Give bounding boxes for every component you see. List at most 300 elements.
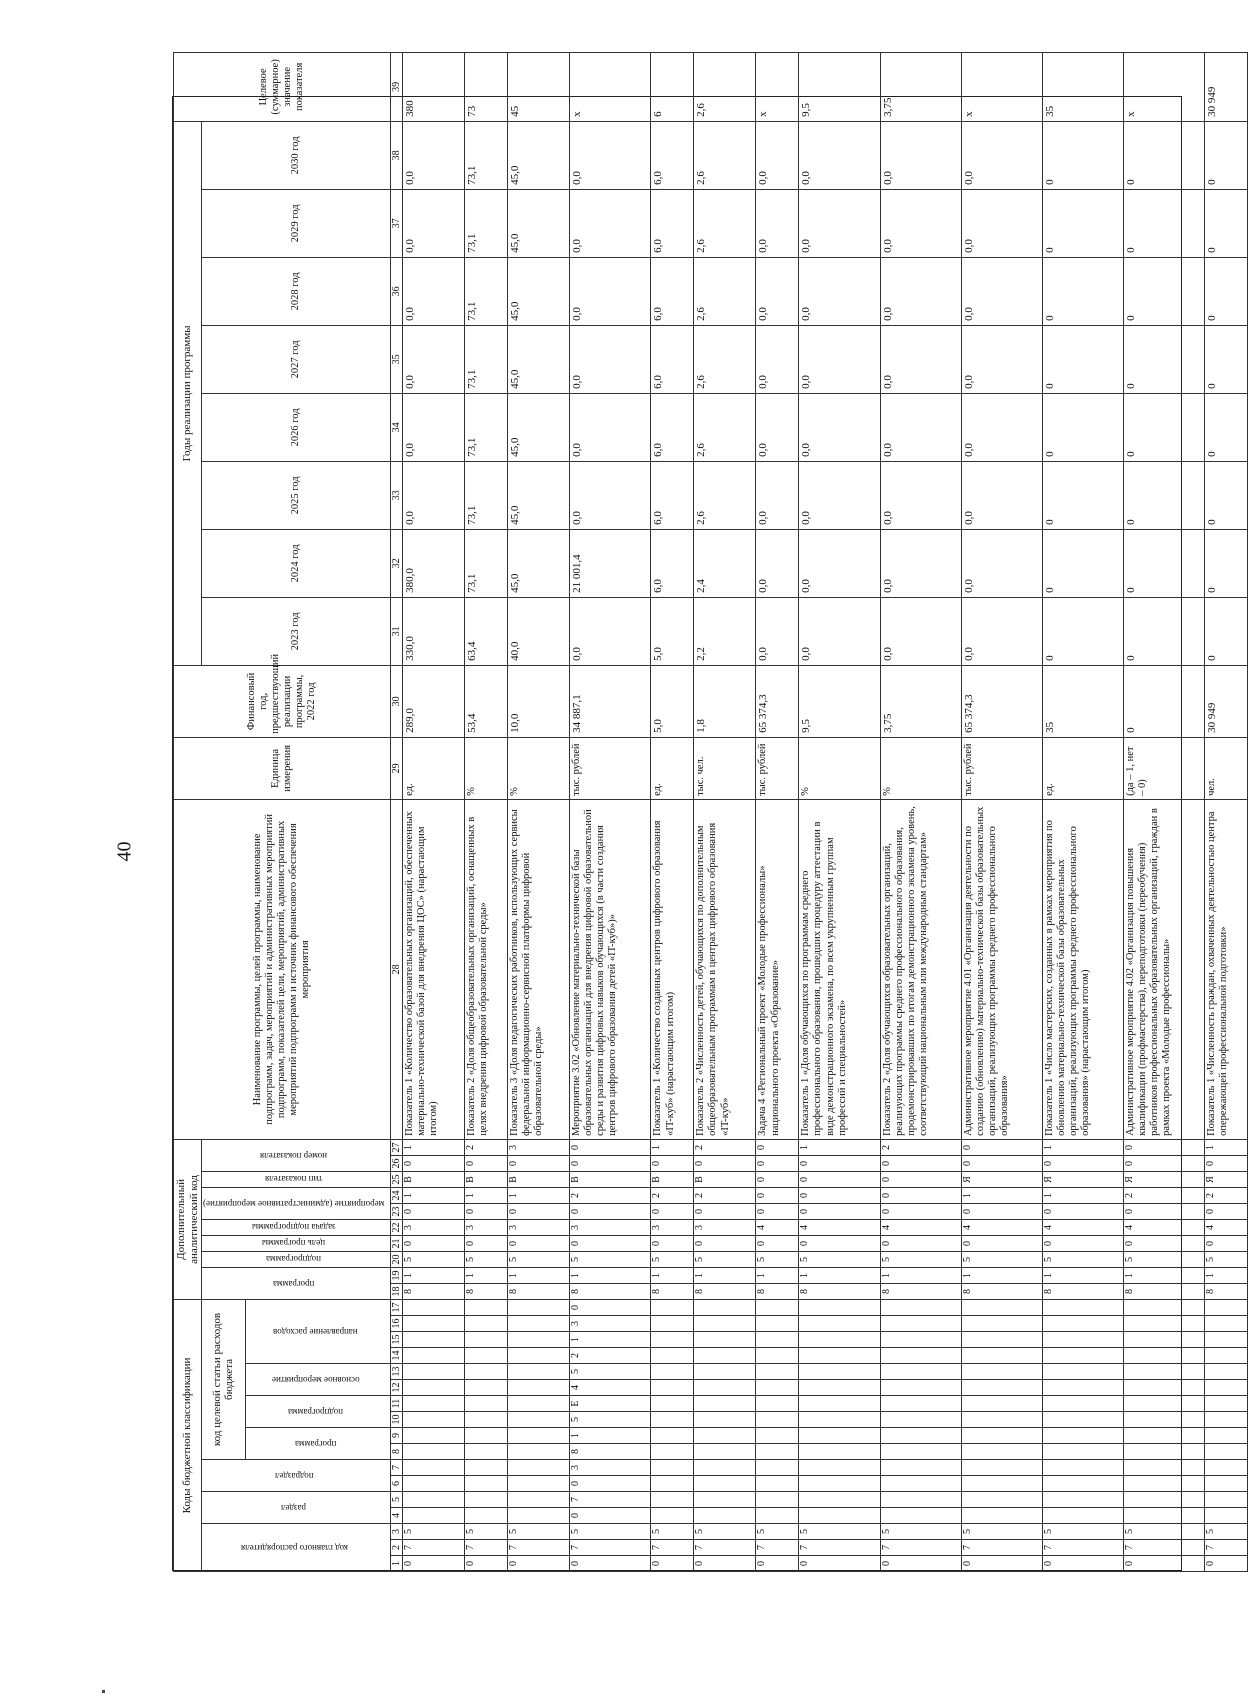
row-name: Административное мероприятие 4.01 «Организация деятельности по созданию (обновлению) материально-технической базы образовательных организаций, реализующих программы среднего профессионального образования» — [961, 799, 1042, 1139]
code-cell: 0 — [651, 1556, 694, 1572]
code-cell: 0 — [570, 1508, 651, 1524]
code-cell: 8 — [570, 1283, 651, 1299]
code-cell: 2 — [694, 1139, 756, 1155]
code-cell — [1042, 1316, 1123, 1332]
column-number: 34 — [390, 393, 403, 461]
row-fin-year-value: 10,0 — [508, 665, 570, 737]
code-cell — [508, 1332, 570, 1348]
header-ac-goal-text: цель программы — [262, 1237, 326, 1248]
column-number: 28 — [390, 799, 403, 1139]
row-year-value: 0,0 — [961, 121, 1042, 189]
column-number: 15 — [390, 1332, 403, 1348]
row-year-value: 0 — [1205, 461, 1248, 529]
code-cell — [961, 1299, 1042, 1315]
code-cell — [403, 1316, 465, 1332]
code-cell: 0 — [694, 1556, 756, 1572]
code-cell — [465, 1460, 508, 1476]
code-cell — [1205, 1460, 1248, 1476]
code-cell: 1 — [651, 1139, 694, 1155]
row-year-value: 0,0 — [961, 189, 1042, 257]
code-cell: 2 — [880, 1139, 961, 1155]
code-cell — [465, 1412, 508, 1428]
code-cell — [1205, 1396, 1248, 1412]
code-cell — [961, 1396, 1042, 1412]
code-cell: Я — [1205, 1171, 1248, 1187]
table-row — [508, 52, 570, 1571]
column-number: 38 — [390, 121, 403, 189]
row-year-value: 6,0 — [651, 529, 694, 597]
table-row — [403, 52, 465, 1571]
row-year-value: 0,0 — [570, 121, 651, 189]
code-cell: 1 — [508, 1267, 570, 1283]
row-unit: чел. — [1205, 737, 1248, 799]
code-cell — [961, 1412, 1042, 1428]
code-cell — [1042, 1428, 1123, 1444]
row-fin-year-value: 53,4 — [465, 665, 508, 737]
code-cell — [508, 1348, 570, 1364]
code-cell — [694, 1299, 756, 1315]
row-year-value: 45,0 — [508, 393, 570, 461]
row-name: Показатель 1 «Количество образовательных организаций, обеспеченных материально-технической базой для внедрения ЦОС» (нарастающим итогом) — [403, 799, 465, 1139]
header-name: Наименование программы, целей программы, наименование подпрограмм, задач, мероприятий и административных мероприятий подпрограмм, показателей цели, мероприятий, административных мероприятий подпрограмм и источник финансового обеспечения мероприятия — [174, 799, 391, 1139]
row-year-value: 2,6 — [694, 325, 756, 393]
row-year-value: 0,0 — [880, 529, 961, 597]
header-ac-indicator-text: номер показателя — [260, 1150, 328, 1161]
column-number: 11 — [390, 1396, 403, 1412]
row-year-value: 21 001,4 — [570, 529, 651, 597]
code-cell — [1042, 1396, 1123, 1412]
code-cell — [508, 1460, 570, 1476]
code-cell: 4 — [961, 1219, 1042, 1235]
column-number: 31 — [390, 597, 403, 665]
table-row — [651, 52, 694, 1571]
row-year-value: 73,1 — [465, 325, 508, 393]
table-body — [403, 52, 1248, 1571]
row-year-value: 2,6 — [694, 393, 756, 461]
code-cell: 5 — [1042, 1524, 1123, 1540]
header-section-text: раздел — [281, 1502, 307, 1513]
row-year-value: 0,0 — [570, 461, 651, 529]
row-year-value: 330,0 — [403, 597, 465, 665]
column-number: 7 — [390, 1460, 403, 1476]
program-table-frame — [172, 59, 1230, 1571]
column-number: 24 — [390, 1187, 403, 1203]
code-cell: Я — [961, 1171, 1042, 1187]
row-year-value: 6,0 — [651, 257, 694, 325]
code-cell — [799, 1492, 880, 1508]
code-cell: 0 — [880, 1235, 961, 1251]
code-cell — [694, 1428, 756, 1444]
code-cell: 3 — [570, 1316, 651, 1332]
code-cell: 5 — [756, 1251, 799, 1267]
code-cell — [880, 1460, 961, 1476]
code-cell — [1042, 1492, 1123, 1508]
code-cell — [799, 1348, 880, 1364]
row-unit: % — [880, 737, 961, 799]
row-year-value: 0 — [1042, 257, 1123, 325]
code-cell — [961, 1428, 1042, 1444]
code-cell: 1 — [465, 1267, 508, 1283]
row-unit: ед. — [1042, 737, 1123, 799]
header-main-event — [245, 1364, 390, 1396]
code-cell: 0 — [403, 1556, 465, 1572]
row-year-value: 2,6 — [694, 121, 756, 189]
column-number: 4 — [390, 1508, 403, 1524]
row-year-value: 0,0 — [403, 461, 465, 529]
code-cell: 8 — [961, 1283, 1042, 1299]
code-cell — [961, 1492, 1042, 1508]
code-cell: 4 — [570, 1380, 651, 1396]
code-cell — [961, 1476, 1042, 1492]
code-cell — [961, 1316, 1042, 1332]
column-number: 16 — [390, 1316, 403, 1332]
rotated-table-container — [173, 59, 1230, 1572]
row-year-value: 45,0 — [508, 189, 570, 257]
code-cell — [1042, 1508, 1123, 1524]
code-cell: 2 — [570, 1187, 651, 1203]
row-name: Мероприятие 3.02 «Обновление материально-технической базы образовательных организаций для внедрения цифровой образовательной среды и развития цифровых навыков обучающихся (в части создания центров цифрового образования детей «IT-куб»)» — [570, 799, 651, 1139]
table-row — [799, 52, 880, 1571]
row-year-value: 73,1 — [465, 121, 508, 189]
row-year-value: 0 — [1042, 325, 1123, 393]
code-cell — [1205, 1332, 1248, 1348]
row-year-value: 6,0 — [651, 393, 694, 461]
row-year-value: 0 — [1042, 461, 1123, 529]
code-cell — [403, 1460, 465, 1476]
column-number: 30 — [390, 665, 403, 737]
code-cell: В — [465, 1171, 508, 1187]
header-fin-year: Финансовый год, предшествующий реализации программы, 2022 год — [174, 665, 391, 737]
row-year-value: 2,4 — [694, 529, 756, 597]
code-cell — [651, 1332, 694, 1348]
code-cell: 0 — [756, 1139, 799, 1155]
row-year-value: 73,1 — [465, 189, 508, 257]
row-name: Показатель 1 «Доля обучающихся по программам среднего профессионального образования, прошедших процедуру аттестации в виде демонстрационного экзамена, по всем укрупненным группам профессий и специальностей» — [799, 799, 880, 1139]
code-cell — [961, 1332, 1042, 1348]
row-unit: % — [508, 737, 570, 799]
code-cell: 1 — [961, 1187, 1042, 1203]
code-cell — [799, 1412, 880, 1428]
code-cell: 7 — [465, 1540, 508, 1556]
code-cell: 0 — [403, 1203, 465, 1219]
code-cell — [508, 1299, 570, 1315]
code-cell: 0 — [508, 1155, 570, 1171]
row-year-value: 0 — [1205, 121, 1248, 189]
code-cell — [961, 1460, 1042, 1476]
code-cell: 0 — [799, 1155, 880, 1171]
code-cell — [1042, 1460, 1123, 1476]
row-year-value: 0 — [1124, 325, 1205, 393]
row-unit: % — [465, 737, 508, 799]
row-fin-year-value: 35 — [1042, 665, 1123, 737]
code-cell: 1 — [1124, 1267, 1205, 1283]
code-cell: 3 — [694, 1219, 756, 1235]
code-cell — [651, 1476, 694, 1492]
row-name: Показатель 2 «Доля обучающихся образовательных организаций, реализующих программы среднего профессионального образования, продемонстрировавших по итогам демонстрационного экзамена уровень, соответствующий национальным или международным стандартам» — [880, 799, 961, 1139]
code-cell — [961, 1364, 1042, 1380]
code-cell: 0 — [1124, 1155, 1205, 1171]
code-cell: Е — [570, 1396, 651, 1412]
code-cell: 5 — [799, 1251, 880, 1267]
header-main-event-text: основное мероприятие — [271, 1374, 360, 1385]
code-cell — [1042, 1348, 1123, 1364]
code-cell: 1 — [880, 1267, 961, 1283]
code-cell — [880, 1364, 961, 1380]
header-ac-program-text: программа — [273, 1278, 315, 1289]
code-cell — [694, 1380, 756, 1396]
table-row — [756, 52, 799, 1571]
code-cell: 2 — [1124, 1187, 1205, 1203]
code-cell: 5 — [403, 1251, 465, 1267]
code-cell: 7 — [694, 1540, 756, 1556]
row-year-value: 0,0 — [756, 325, 799, 393]
code-cell: 0 — [756, 1235, 799, 1251]
row-year-value: 0,0 — [799, 529, 880, 597]
code-cell — [961, 1444, 1042, 1460]
code-cell — [880, 1380, 961, 1396]
code-cell: 5 — [880, 1524, 961, 1540]
code-cell — [1124, 1460, 1205, 1476]
row-year-value: 0,0 — [880, 461, 961, 529]
header-extra-code: Дополнительный аналитический код — [174, 1139, 202, 1299]
code-cell: 0 — [880, 1187, 961, 1203]
code-cell: 8 — [1205, 1283, 1248, 1299]
code-cell — [465, 1299, 508, 1315]
code-cell — [1124, 1492, 1205, 1508]
code-cell: 5 — [508, 1251, 570, 1267]
column-number: 12 — [390, 1380, 403, 1396]
code-cell — [961, 1348, 1042, 1364]
code-cell: 4 — [1042, 1219, 1123, 1235]
code-cell — [508, 1316, 570, 1332]
row-year-value: 0,0 — [756, 529, 799, 597]
code-cell — [403, 1364, 465, 1380]
code-cell — [880, 1476, 961, 1492]
code-cell: 4 — [1205, 1219, 1248, 1235]
row-year-value: 0 — [1124, 461, 1205, 529]
table-row — [465, 52, 508, 1571]
row-year-value: 0 — [1042, 121, 1123, 189]
code-cell: 5 — [570, 1524, 651, 1540]
code-cell: 5 — [1205, 1524, 1248, 1540]
code-cell — [694, 1412, 756, 1428]
code-cell — [880, 1492, 961, 1508]
code-cell: 1 — [1205, 1139, 1248, 1155]
code-cell — [403, 1428, 465, 1444]
code-cell: 0 — [570, 1476, 651, 1492]
column-number: 20 — [390, 1251, 403, 1267]
code-cell — [756, 1364, 799, 1380]
code-cell — [1124, 1412, 1205, 1428]
row-year-value: 0,0 — [403, 121, 465, 189]
code-cell — [1205, 1492, 1248, 1508]
code-cell: 0 — [961, 1155, 1042, 1171]
code-cell: 3 — [403, 1219, 465, 1235]
code-cell — [651, 1444, 694, 1460]
row-year-value: 73,1 — [465, 393, 508, 461]
code-cell: 2 — [465, 1139, 508, 1155]
row-year-value: 0,0 — [756, 121, 799, 189]
row-year-value: 0 — [1124, 121, 1205, 189]
header-year-2027: 2027 год — [202, 325, 390, 393]
code-cell: 0 — [799, 1171, 880, 1187]
row-total-value: 30 949 — [1205, 52, 1248, 121]
code-cell: 3 — [570, 1460, 651, 1476]
column-number: 9 — [390, 1428, 403, 1444]
header-direction — [245, 1299, 390, 1363]
header-ac-type — [202, 1171, 390, 1187]
row-total-value: 9,5 — [799, 52, 880, 121]
code-cell — [1042, 1299, 1123, 1315]
row-year-value: 0,0 — [880, 597, 961, 665]
code-cell — [694, 1492, 756, 1508]
code-cell — [694, 1332, 756, 1348]
code-cell: 0 — [508, 1235, 570, 1251]
row-fin-year-value: 1,8 — [694, 665, 756, 737]
code-cell: 8 — [1124, 1283, 1205, 1299]
header-ac-goal — [202, 1235, 390, 1251]
code-cell — [1042, 1476, 1123, 1492]
row-year-value: 45,0 — [508, 257, 570, 325]
code-cell: 2 — [1205, 1187, 1248, 1203]
table-row — [1205, 52, 1248, 1571]
row-year-value: 6,0 — [651, 121, 694, 189]
header-ac-task — [202, 1219, 390, 1235]
code-cell — [694, 1476, 756, 1492]
code-cell: 0 — [880, 1155, 961, 1171]
row-year-value: 0,0 — [403, 325, 465, 393]
code-cell: 7 — [961, 1540, 1042, 1556]
code-cell: 5 — [465, 1251, 508, 1267]
code-cell — [1124, 1348, 1205, 1364]
code-cell — [403, 1299, 465, 1315]
row-total-value: х — [756, 52, 799, 121]
row-year-value: 0,0 — [403, 189, 465, 257]
code-cell — [465, 1364, 508, 1380]
row-year-value: 73,1 — [465, 461, 508, 529]
column-number: 1 — [390, 1556, 403, 1572]
row-year-value: 6,0 — [651, 325, 694, 393]
row-year-value: 0,0 — [756, 189, 799, 257]
code-cell — [465, 1396, 508, 1412]
row-year-value: 6,0 — [651, 189, 694, 257]
code-cell: 0 — [403, 1155, 465, 1171]
code-cell — [694, 1444, 756, 1460]
code-cell: 0 — [756, 1155, 799, 1171]
header-year-2028: 2028 год — [202, 257, 390, 325]
code-cell — [694, 1460, 756, 1476]
code-cell — [880, 1428, 961, 1444]
code-cell: 2 — [570, 1348, 651, 1364]
code-cell: 1 — [570, 1428, 651, 1444]
code-cell: 5 — [651, 1524, 694, 1540]
code-cell — [1205, 1380, 1248, 1396]
row-year-value: 2,6 — [694, 461, 756, 529]
row-unit: тыс. чел. — [694, 737, 756, 799]
code-cell — [508, 1428, 570, 1444]
code-cell: 0 — [756, 1556, 799, 1572]
code-cell: 8 — [1042, 1283, 1123, 1299]
code-cell — [651, 1316, 694, 1332]
code-cell — [799, 1380, 880, 1396]
code-cell: 0 — [1205, 1556, 1248, 1572]
code-cell: 0 — [570, 1235, 651, 1251]
code-cell — [403, 1332, 465, 1348]
code-cell — [1205, 1508, 1248, 1524]
column-number: 37 — [390, 189, 403, 257]
code-cell — [756, 1316, 799, 1332]
code-cell — [799, 1299, 880, 1315]
code-cell — [1124, 1396, 1205, 1412]
code-cell: 5 — [756, 1524, 799, 1540]
column-number: 8 — [390, 1444, 403, 1460]
header-years-group: Годы реализации программы — [174, 121, 202, 665]
row-year-value: 0,0 — [961, 393, 1042, 461]
code-cell: 0 — [694, 1203, 756, 1219]
table-row — [961, 52, 1042, 1571]
code-cell — [1124, 1380, 1205, 1396]
row-year-value: 40,0 — [508, 597, 570, 665]
row-year-value: 0,0 — [756, 461, 799, 529]
code-cell — [403, 1396, 465, 1412]
code-cell — [799, 1444, 880, 1460]
row-year-value: 45,0 — [508, 529, 570, 597]
code-cell: 4 — [880, 1219, 961, 1235]
header-ac-indicator — [202, 1139, 390, 1171]
code-cell — [1124, 1332, 1205, 1348]
code-cell: 5 — [694, 1524, 756, 1540]
code-cell: 0 — [1205, 1203, 1248, 1219]
code-cell: 5 — [1124, 1251, 1205, 1267]
code-cell: 1 — [756, 1267, 799, 1283]
code-cell: 0 — [880, 1171, 961, 1187]
row-name: Показатель 2 «Численность детей, обучающихся по дополнительным общеобразовательным программам в центрах цифрового образования «IT-куб» — [694, 799, 756, 1139]
code-cell: 0 — [694, 1235, 756, 1251]
code-cell — [694, 1396, 756, 1412]
header-ac-event — [202, 1187, 390, 1219]
row-name: Показатель 1 «Численность граждан, охваченных деятельностью центра опережающей профессиональной подготовки» — [1205, 799, 1248, 1139]
column-number: 33 — [390, 461, 403, 529]
code-cell: 1 — [1042, 1139, 1123, 1155]
code-cell — [403, 1412, 465, 1428]
code-cell — [1205, 1444, 1248, 1460]
code-cell: 1 — [1042, 1267, 1123, 1283]
code-cell — [651, 1364, 694, 1380]
code-cell: В — [508, 1171, 570, 1187]
row-year-value: 0,0 — [880, 121, 961, 189]
row-year-value: 0,0 — [880, 257, 961, 325]
code-cell — [508, 1412, 570, 1428]
code-cell: 0 — [799, 1556, 880, 1572]
code-cell — [799, 1460, 880, 1476]
row-unit: ед. — [651, 737, 694, 799]
header-year-2023: 2023 год — [202, 597, 390, 665]
code-cell: 0 — [756, 1187, 799, 1203]
code-cell — [799, 1476, 880, 1492]
code-cell: 0 — [799, 1203, 880, 1219]
row-fin-year-value: 9,5 — [799, 665, 880, 737]
row-year-value: 0 — [1042, 597, 1123, 665]
table-row — [694, 52, 756, 1571]
table-row — [880, 52, 961, 1571]
code-cell — [756, 1299, 799, 1315]
code-cell: 4 — [1124, 1219, 1205, 1235]
code-cell — [465, 1492, 508, 1508]
code-cell: 1 — [570, 1332, 651, 1348]
code-cell: 0 — [570, 1299, 651, 1315]
row-unit: ед. — [403, 737, 465, 799]
code-cell — [403, 1380, 465, 1396]
